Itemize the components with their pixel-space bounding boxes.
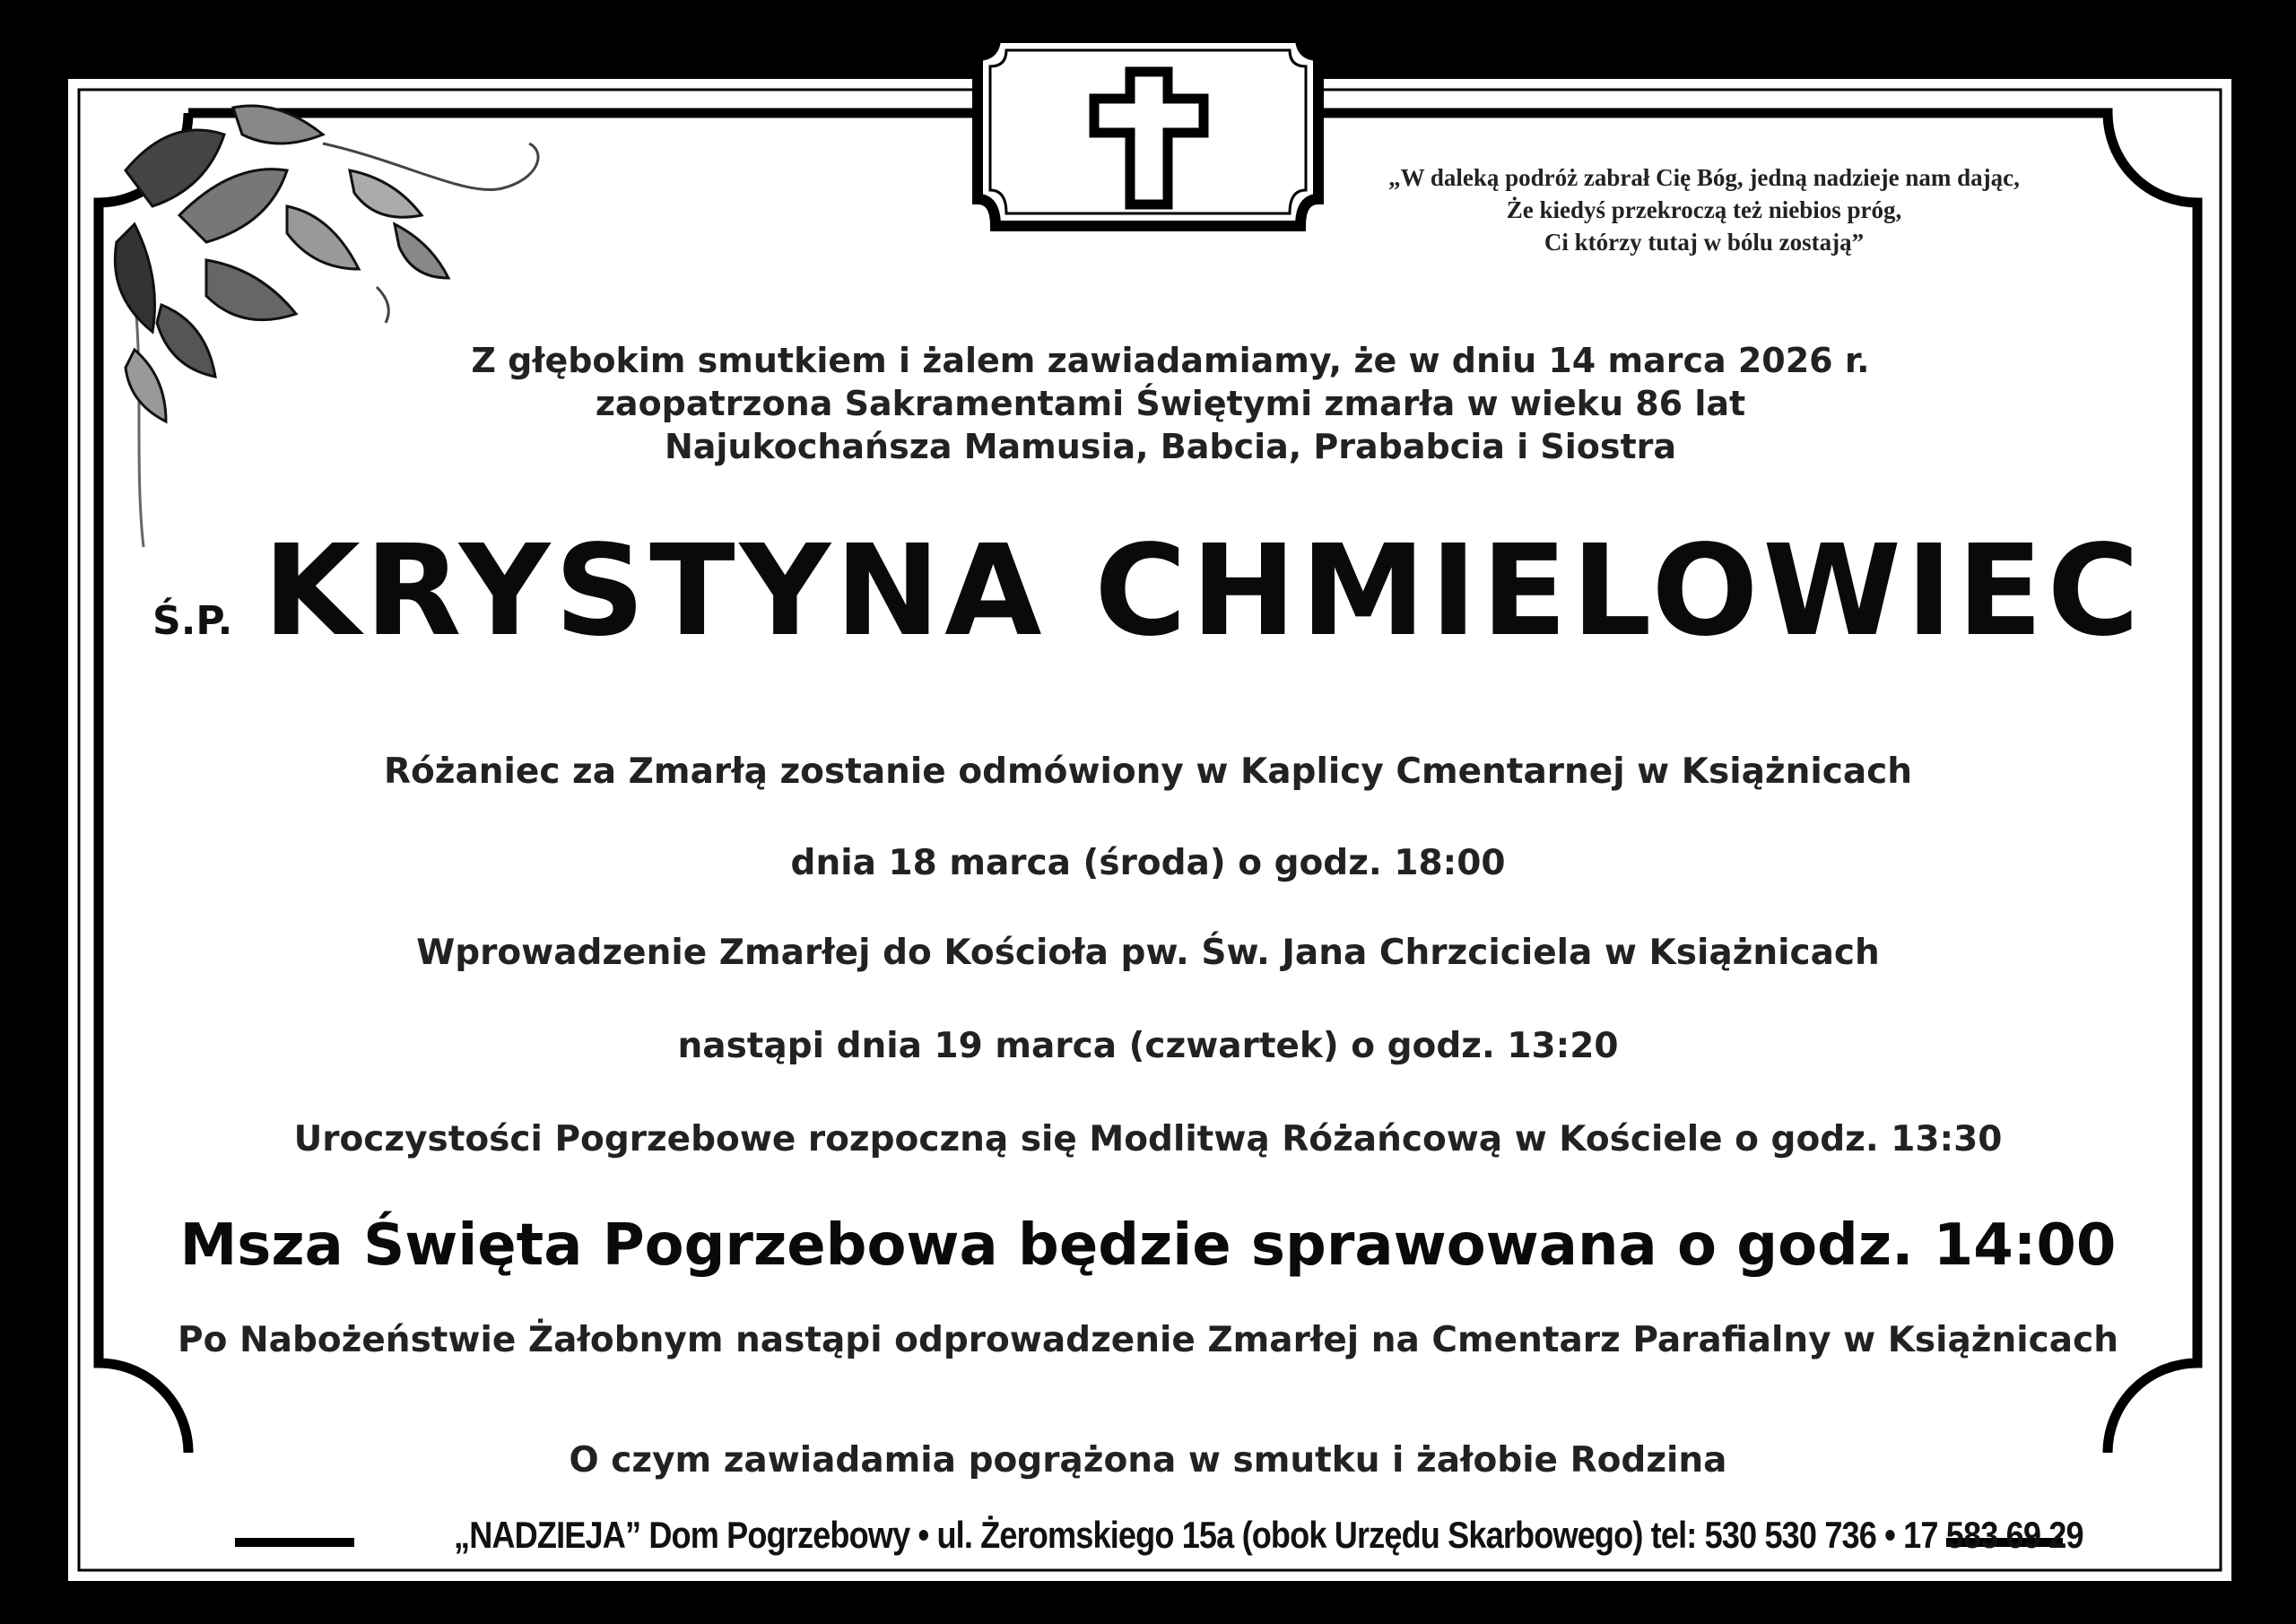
intro-line: Najukochańsza Mamusia, Babcia, Prababcia i Siostra <box>664 427 1677 466</box>
closing-line: O czym zawiadamia pogrążona w smutku i żałobie Rodzina <box>569 1440 1727 1481</box>
deceased-name: KRYSTYNA CHMIELOWIEC <box>263 518 2144 664</box>
church-entry-date: nastąpi dnia 19 marca (czwartek) o godz. 13:20 <box>677 1026 1619 1066</box>
ceremonies-start: Uroczystości Pogrzebowe rozpoczną się Modlitwą Różańcową w Kościele o godz. 13:30 <box>293 1119 2003 1159</box>
deceased-prefix: Ś.P. <box>152 598 233 644</box>
deceased-name-row <box>152 520 2170 664</box>
procession-info: Po Nabożeństwie Żałobnym nastąpi odprowadzenie Zmarłej na Cmentarz Parafialny w Książnicach <box>178 1320 2118 1360</box>
intro-line: zaopatrzona Sakramentami Świętymi zmarła w wieku 86 lat <box>595 384 1746 423</box>
announcement-intro <box>296 339 2045 468</box>
funeral-home-footer: „NADZIEJA” Dom Pogrzebowy • ul. Żeromskiego 15a (obok Urzędu Skarbowego) tel: 530 530 736 • 17 583 69 29 <box>454 1514 2083 1556</box>
funeral-mass: Msza Święta Pogrzebowa będzie sprawowana o godz. 14:00 <box>179 1212 2117 1279</box>
quote-line: Że kiedyś przekroczą też niebios próg, <box>1506 196 1902 223</box>
rosary-date: dnia 18 marca (środa) o godz. 18:00 <box>790 843 1506 883</box>
church-entry-info: Wprowadzenie Zmarłej do Kościoła pw. Św. Jana Chrzciciela w Książnicach <box>416 933 1880 973</box>
quote-line: Ci którzy tutaj w bólu zostają” <box>1544 229 1865 256</box>
memorial-quote <box>1345 161 2063 258</box>
intro-line: Z głębokim smutkiem i żalem zawiadamiamy, że w dniu 14 marca 2026 r. <box>471 341 1870 380</box>
rosary-info: Różaniec za Zmarłą zostanie odmówiony w Kaplicy Cmentarnej w Książnicach <box>383 751 1913 792</box>
quote-line: „W daleką podróż zabrał Cię Bóg, jedną nadzieje nam dając, <box>1388 164 2020 191</box>
